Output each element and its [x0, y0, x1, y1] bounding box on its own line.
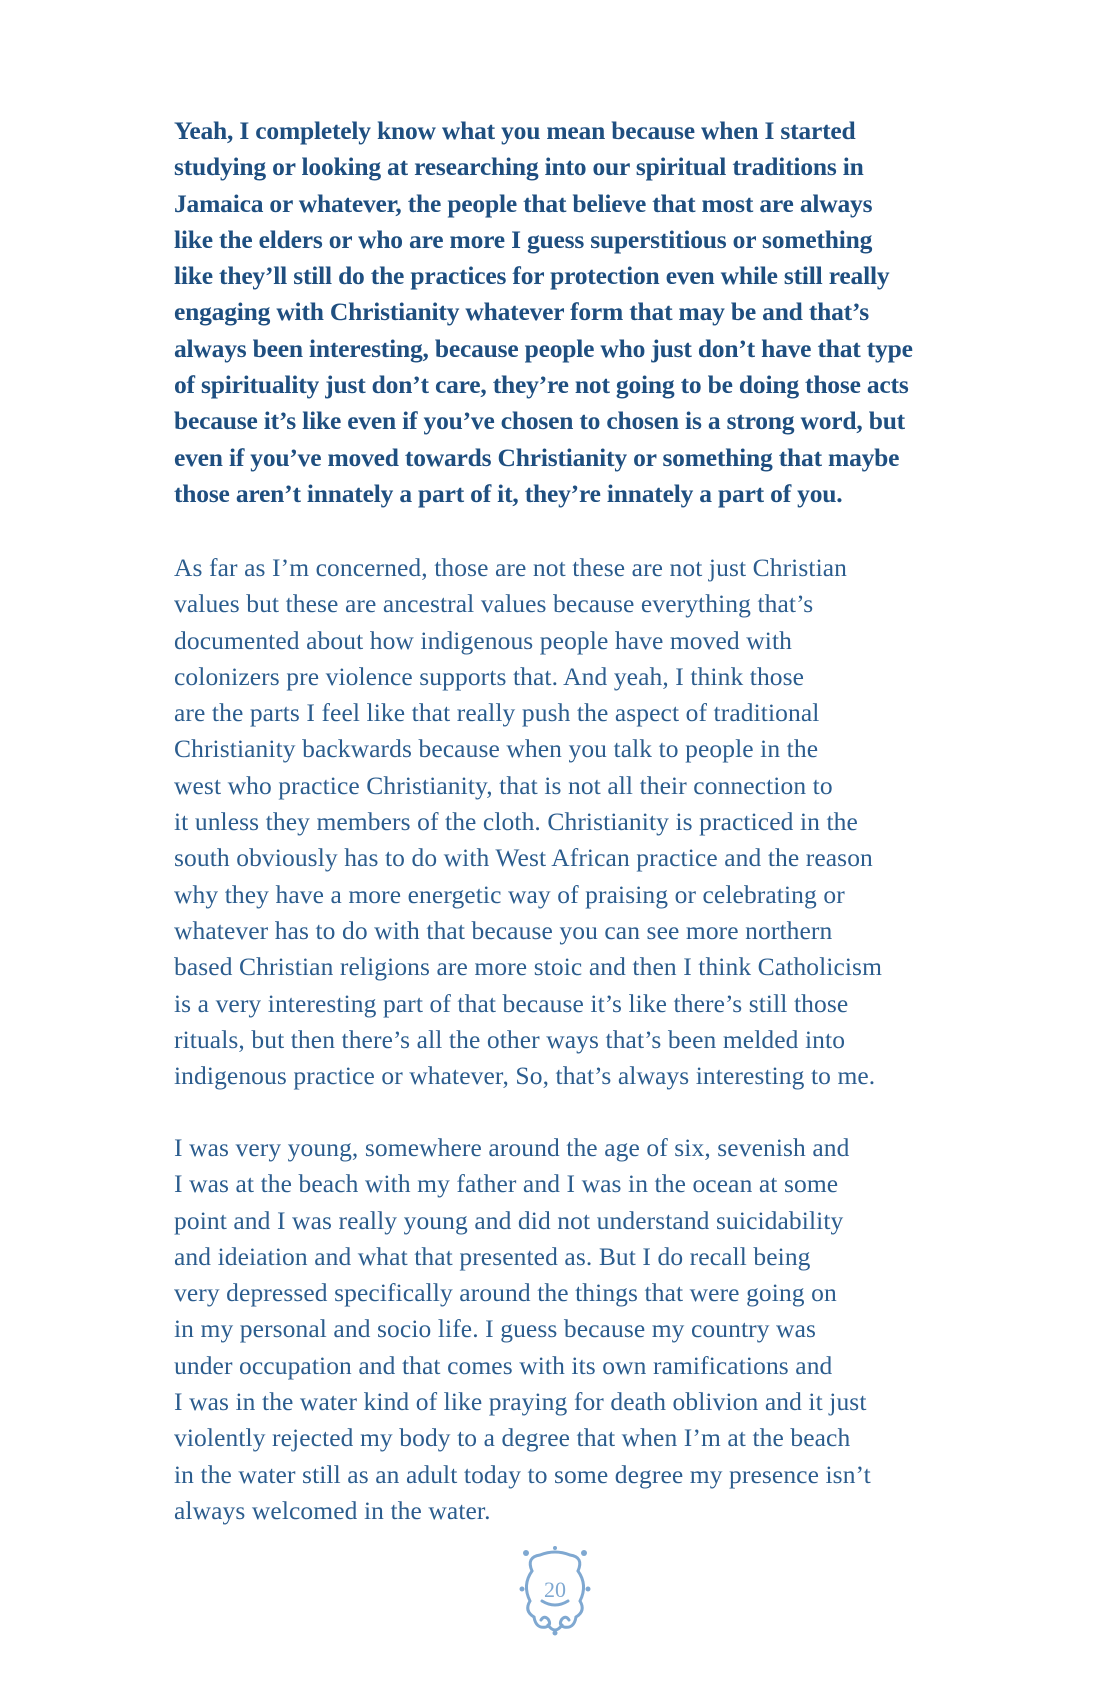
paragraph-beach-memory: I was very young, somewhere around the age of six, sevenish and I was at the beach with my father and I was in the ocean at some point and I was really young and did not understand suicidability and ideiation and what that presented as. But I do recall being very depressed specifically around the things that were going on in my personal and socio life. I guess because my country was under occupation and that comes with its own ramifications and I was in the water kind of like praying for death oblivion and it just violently rejected my body to a degree that when I’m at the beach in the water still as an adult today to some degree my presence isn’t always welcomed in the water.	[174, 1133, 871, 1525]
paragraph-bold-intro: Yeah, I completely know what you mean because when I started studying or looking at researching into our spiritual traditions in Jamaica or whatever, the people that believe that most are always like the elders or who are more I guess superstitious or something like they’ll still do the practices for protection even while still really engaging with Christianity whatever form that may be and that’s always been interesting, because people who just don’t have that type of spirituality just don’t care, they’re not going to be doing those acts because it’s like even if you’ve chosen to chosen is a strong word, but even if you’ve moved towards Christianity or something that maybe those aren’t innately a part of it, they’re innately a part of you.	[174, 116, 913, 508]
paragraph-ancestral-values: As far as I’m concerned, those are not these are not just Christian values but these are ancestral values because everything that’s documented about how indigenous people have moved with colonizers pre violence supports that. And yeah, I think those are the parts I feel like that really push the aspect of traditional Christianity backwards because when you talk to people in the west who practice Christianity, that is not all their connection to it unless they members of the cloth. Christianity is practiced in the south obviously has to do with West African practice and the reason why they have a more energetic way of praising or celebrating or whatever has to do with that because you can see more northern based Christian religions are more stoic and then I think Catholicism is a very interesting part of that because it’s like there’s still those rituals, but then there’s all the other ways that’s been melded into indigenous practice or whatever, So, that’s always interesting to me.	[174, 553, 882, 1091]
page-folio	[514, 1545, 596, 1637]
page-number: 20	[544, 1577, 566, 1602]
